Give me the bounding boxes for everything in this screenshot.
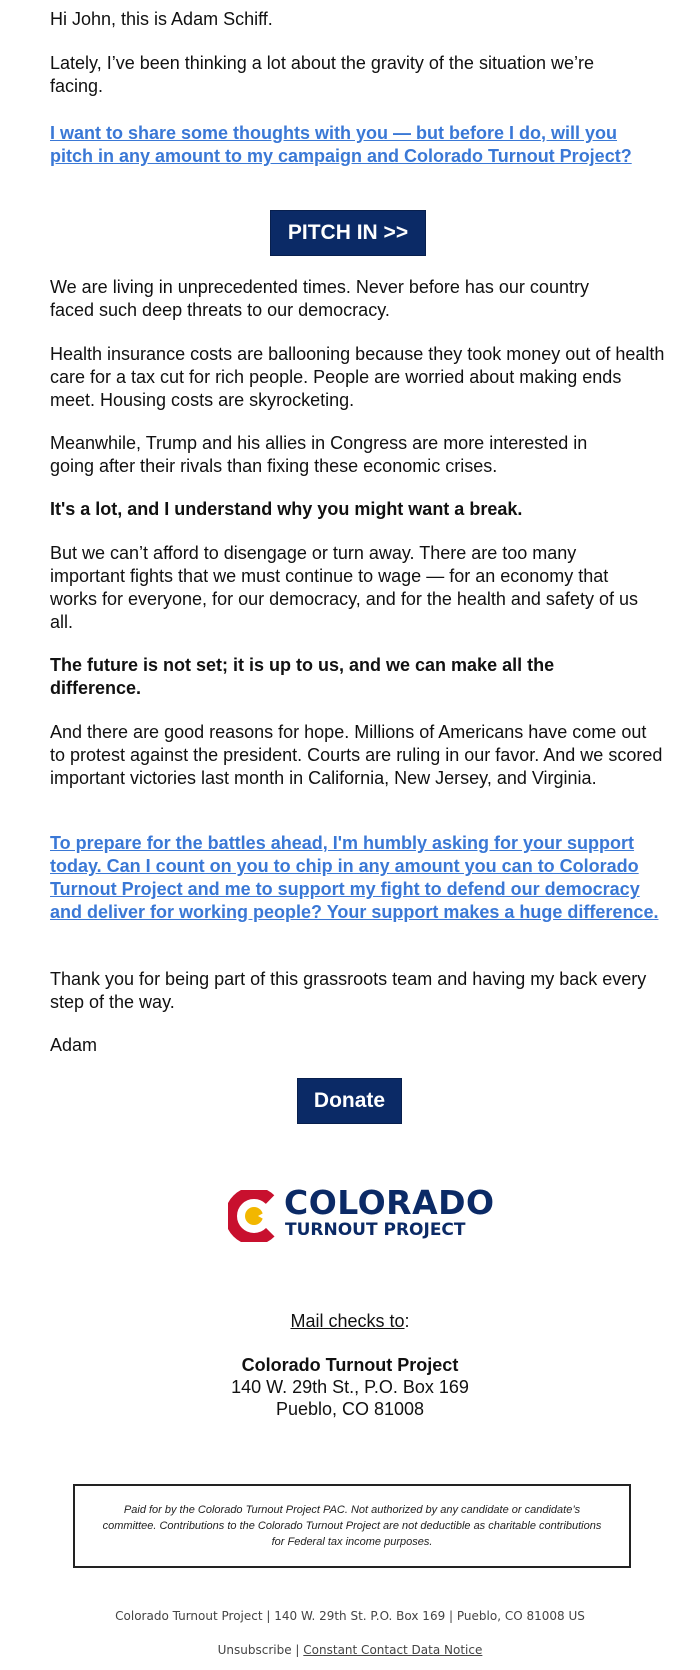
mail-address-line1: 140 W. 29th St., P.O. Box 169 (231, 1377, 469, 1397)
share-thoughts-link[interactable]: I want to share some thoughts with you — but before I do, will you pitch in any amount to my campaign and Colorado Turnout Project? (50, 123, 632, 166)
mail-checks-heading (0, 1311, 700, 1332)
data-notice-link[interactable]: Constant Contact Data Notice (303, 1643, 483, 1657)
prepare-battles-link[interactable]: To prepare for the battles ahead, I'm humbly asking for your support today. Can I count on you to chip in any amount you can to Colorado Turnout Project and me to support my fight to defend our democracy and deliver for working people? Your support makes a huge difference. (50, 833, 659, 922)
paragraph-health: Health insurance costs are ballooning because they took money out of health care for a tax cut for rich people. People are worried about making ends meet. Housing costs are skyrocketing. (50, 344, 665, 410)
footer-separator: | (295, 1643, 300, 1657)
signoff: Adam (50, 1035, 98, 1055)
legal-disclaimer-text: Paid for by the Colorado Turnout Project PAC. Not authorized by any candidate or candidate’s committee. Contributions to the Colorado Turnout Project are not deductible as charitable contributions for Federal tax income purposes. (102, 1504, 602, 1548)
logo-wordmark-line2: TURNOUT PROJECT (285, 1220, 466, 1240)
colorado-turnout-logo[interactable] (228, 1183, 495, 1244)
greeting: Hi John, this is Adam Schiff. (50, 9, 273, 29)
paragraph-meanwhile: Meanwhile, Trump and his allies in Congress are more interested in going after their rivals than fixing these economic crises. (50, 433, 588, 476)
paragraph-unprecedented: We are living in unprecedented times. Never before has our country faced such deep threats to our democracy. (50, 277, 589, 320)
logo-wedge (258, 1204, 280, 1228)
mail-checks-label: Mail checks to (290, 1311, 405, 1331)
footer-address-line: Colorado Turnout Project | 140 W. 29th St. P.O. Box 169 | Pueblo, CO 81008 US (115, 1609, 585, 1623)
paragraph-break: It's a lot, and I understand why you might want a break. (50, 499, 523, 519)
paragraph-lately: Lately, I’ve been thinking a lot about the gravity of the situation we’re facing. (50, 53, 594, 96)
unsubscribe-link[interactable]: Unsubscribe (217, 1643, 292, 1657)
paragraph-hope: And there are good reasons for hope. Millions of Americans have come out to protest against the president. Courts are ruling in our favor. And we scored important victories last month in California, New Jersey, and Virginia. (50, 722, 663, 788)
donate-button[interactable]: Donate (297, 1078, 402, 1124)
pitch-in-button[interactable]: PITCH IN >> (270, 210, 426, 256)
colorado-c-logo-icon (228, 1190, 280, 1242)
legal-disclaimer-box (73, 1484, 631, 1568)
mail-org-name: Colorado Turnout Project (241, 1355, 459, 1375)
mail-checks-colon: : (404, 1311, 410, 1331)
footer-links (0, 1643, 700, 1657)
paragraph-thanks: Thank you for being part of this grassroots team and having my back every step of the way. (50, 969, 647, 1012)
logo-wordmark-line1: COLORADO (284, 1183, 495, 1222)
mail-address-line2: Pueblo, CO 81008 (275, 1399, 425, 1419)
paragraph-disengage: But we can’t afford to disengage or turn away. There are too many important fights that we must continue to wage — for an economy that works for everyone, for our democracy, and for the health and safety of us all. (50, 543, 638, 632)
paragraph-future: The future is not set; it is up to us, and we can make all the difference. (50, 655, 555, 698)
